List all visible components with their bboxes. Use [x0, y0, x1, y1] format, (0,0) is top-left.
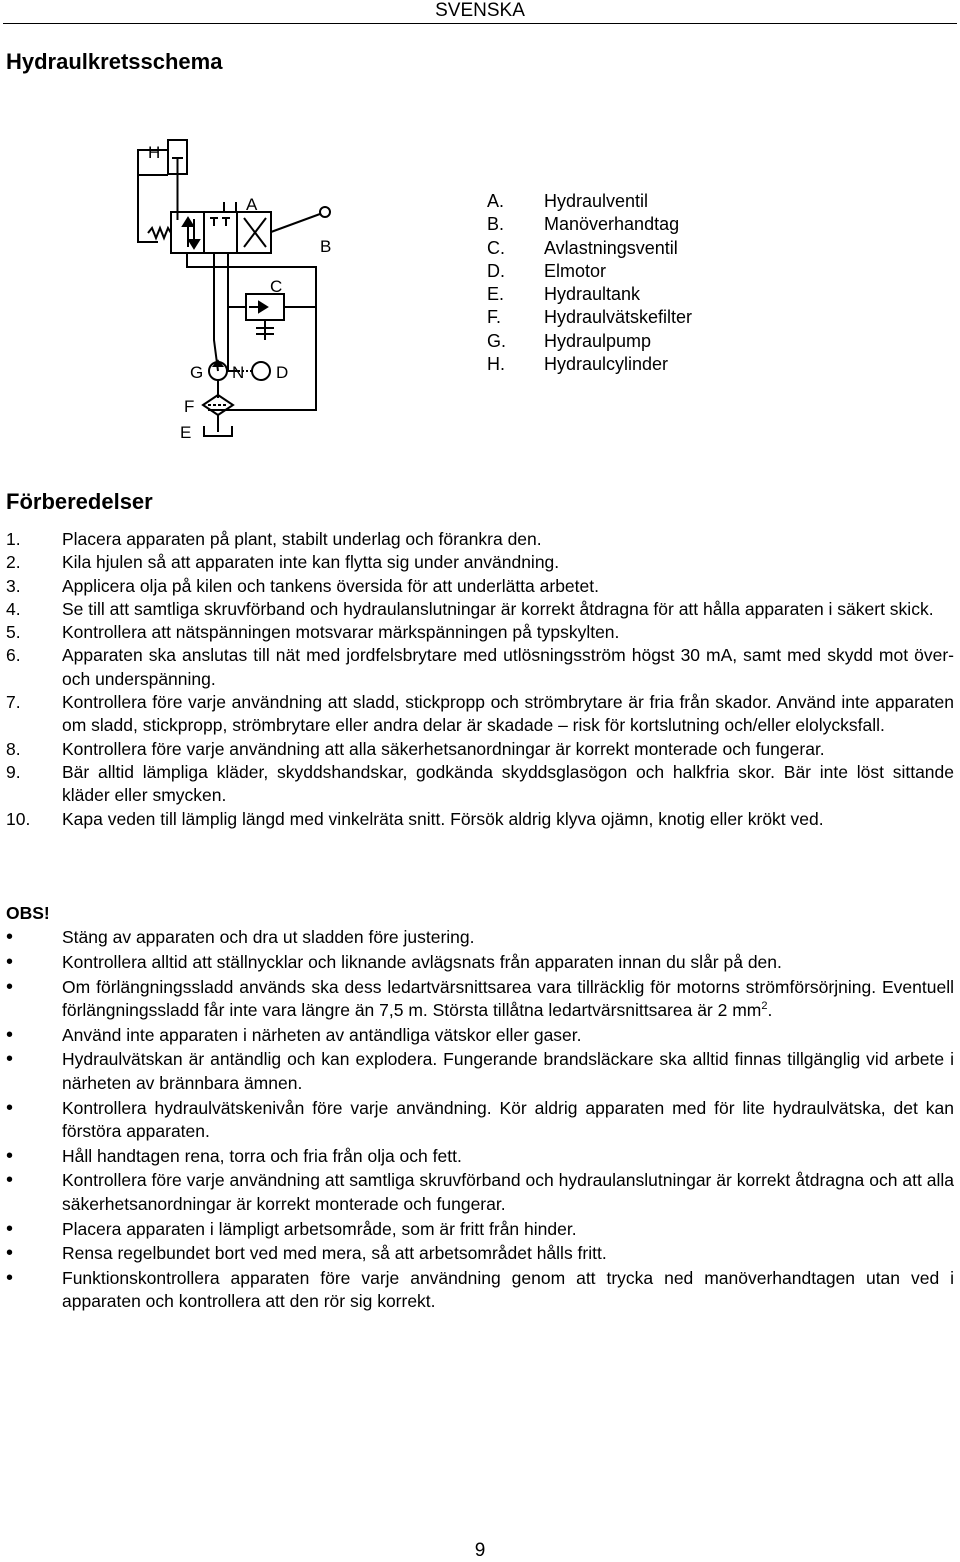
list-item-text: Kontrollera före varje användning att alla säkerhetsanordningar är korrekt monterade och fungerar.	[62, 738, 825, 759]
bullet-text: Om förlängningssladd används ska dess ledartvärsnittsarea vara tillräcklig för motorns strömförsörjning. Eventuell förlängningssladd får inte vara längre än 7,5 m. Största tillåtna ledartvärsnittsarea är 2 mm	[62, 976, 954, 1020]
bullet-icon: •	[6, 1048, 14, 1071]
hydraulic-circuit-diagram	[128, 130, 348, 442]
bullet-item	[6, 1169, 954, 1216]
legend-key: F.	[487, 307, 502, 328]
list-item	[6, 575, 954, 598]
bullet-text: Kontrollera alltid att ställnycklar och liknande avlägsnats från apparaten innan du slår på den.	[62, 951, 782, 972]
legend-value: Elmotor	[544, 260, 607, 281]
bullet-item	[6, 1024, 954, 1047]
bullet-text-after: .	[767, 999, 773, 1020]
section-title-preparations: Förberedelser	[6, 489, 153, 514]
list-item	[6, 738, 954, 761]
motor-d-symbol	[252, 362, 270, 380]
bullet-item	[6, 976, 954, 1023]
diagram-label-g: G	[190, 363, 204, 382]
bullet-superscript: 2	[761, 999, 768, 1012]
bullet-icon: •	[6, 1217, 14, 1240]
list-item-text: Se till att samtliga skruvförband och hydraulanslutningar är korrekt åtdragna för att hålla apparaten i säkert skick.	[62, 598, 934, 619]
bullet-text: Placera apparaten i lämpligt arbetsområde, som är fritt från hinder.	[62, 1218, 577, 1239]
diagram-label-c: C	[270, 277, 283, 296]
legend-key: B.	[487, 214, 505, 235]
bullet-icon: •	[6, 1267, 14, 1290]
bullet-text: Rensa regelbundet bort ved med mera, så att arbetsområdet hålls fritt.	[62, 1243, 607, 1264]
list-item-number: 8.	[6, 738, 21, 759]
bullet-item	[6, 926, 954, 949]
relief-valve-c-symbol	[246, 294, 284, 340]
legend-key: A.	[487, 191, 505, 211]
bullet-icon: •	[6, 926, 14, 948]
legend-value: Hydraulcylinder	[544, 354, 669, 375]
diagram-label-d: D	[276, 363, 289, 382]
list-item	[6, 808, 954, 831]
list-item-text: Apparaten ska anslutas till nät med jordfelsbrytare med utlösningsström högst 30 mA, samt med skydd mot över- och underspänning.	[62, 645, 954, 689]
legend-value: Hydraulpump	[544, 330, 652, 351]
list-item-text: Kila hjulen så att apparaten inte kan flytta sig under användning.	[62, 552, 560, 573]
list-item-text: Placera apparaten på plant, stabilt underlag och förankra den.	[62, 529, 542, 549]
list-item-number: 2.	[6, 552, 21, 573]
bullet-icon: •	[6, 1023, 14, 1046]
list-item	[6, 598, 954, 621]
list-item	[6, 621, 954, 644]
bullet-item	[6, 1097, 954, 1144]
legend-value: Avlastningsventil	[544, 237, 678, 258]
diagram-label-a: A	[246, 195, 258, 214]
handle-b-symbol	[271, 207, 330, 232]
diagram-label-h: H	[148, 143, 161, 162]
list-item	[6, 691, 954, 738]
diagram-label-f: F	[184, 397, 195, 416]
diagram-label-e: E	[180, 423, 192, 442]
list-item-number: 4.	[6, 598, 21, 619]
section-title-hydraulic-schema: Hydraulkretsschema	[6, 49, 223, 74]
bullet-text: Håll handtagen rena, torra och fria från olja och fett.	[62, 1145, 462, 1166]
list-item-number: 3.	[6, 575, 21, 596]
bullet-item	[6, 1218, 954, 1241]
list-item-text: Kontrollera före varje användning att sladd, stickpropp och strömbrytare är fria från skador. Använd inte apparaten om sladd, stickpropp, strömbrytare eller andra delar är skadade – risk för kortslutning och/eller elolycksfall.	[62, 692, 954, 736]
list-item-number: 5.	[6, 622, 21, 643]
page-number: 9	[474, 1540, 486, 1561]
bullet-text: Kontrollera före varje användning att samtliga skruvförband och hydraulanslutningar är korrekt åtdragna och att alla säkerhetsanordningar är korrekt monterade och fungerar.	[62, 1170, 954, 1214]
legend-key: G.	[487, 330, 507, 351]
legend-value: Manöverhandtag	[544, 214, 680, 235]
list-item-number: 10.	[6, 808, 31, 829]
legend-key: E.	[487, 284, 505, 305]
legend-value: Hydraulventil	[544, 191, 649, 211]
diagram-label-b: B	[320, 237, 332, 256]
bullet-item	[6, 951, 954, 974]
bullet-icon: •	[6, 1242, 14, 1265]
obs-list	[6, 926, 954, 1315]
cylinder-h-symbol	[168, 140, 187, 220]
bullet-text: Använd inte apparaten i närheten av antändliga vätskor eller gaser.	[62, 1024, 582, 1045]
bullet-text: Kontrollera hydraulvätskenivån före varje användning. Kör aldrig apparaten med för lite hydraulvätska, det kan förstöra apparaten.	[62, 1097, 954, 1141]
bullet-icon: •	[6, 975, 14, 998]
legend-value: Hydraulvätskefilter	[544, 307, 693, 328]
bullet-icon: •	[6, 1144, 14, 1167]
header-divider	[3, 23, 957, 24]
list-item	[6, 644, 954, 691]
list-item-text: Bär alltid lämpliga kläder, skyddshandskar, godkända skyddsglasögon och halkfria skor. Bär inte löst sittande kläder eller smycken.	[62, 761, 954, 806]
bullet-item	[6, 1267, 954, 1314]
pipe-pump	[214, 253, 218, 371]
obs-label: OBS!	[6, 903, 50, 923]
pipe-pressure	[187, 253, 316, 410]
list-item-number: 6.	[6, 645, 21, 666]
list-item	[6, 551, 954, 574]
list-item-text: Kontrollera att nätspänningen motsvarar märkspänningen på typskylten.	[62, 622, 620, 643]
preparations-list	[6, 528, 954, 831]
bullet-icon: •	[6, 1096, 14, 1119]
bullet-item	[6, 1145, 954, 1168]
bullet-text: Hydraulvätskan är antändlig och kan explodera. Fungerande brandsläckare ska alltid finnas tillgänglig vid arbete i närheten av brännbara ämnen.	[62, 1049, 954, 1093]
bullet-icon: •	[6, 1169, 14, 1192]
bullet-item	[6, 1048, 954, 1095]
list-item-number: 1.	[6, 529, 21, 549]
legend-key: H.	[487, 354, 505, 375]
list-item-text: Kapa veden till lämplig längd med vinkelräta snitt. Försök aldrig klyva ojämn, knotig eller krökt ved.	[62, 808, 824, 829]
list-item	[6, 761, 954, 808]
list-item-number: 7.	[6, 692, 21, 713]
bullet-item	[6, 1242, 954, 1265]
bullet-text: Funktionskontrollera apparaten före varje användning genom att trycka ned manöverhandtagen utan ved i apparaten och kontrollera att den rör sig korrekt.	[62, 1268, 954, 1312]
list-item	[6, 528, 954, 551]
legend-value: Hydraultank	[544, 284, 641, 305]
list-item-number: 9.	[6, 761, 21, 782]
list-item-text: Applicera olja på kilen och tankens översida för att underlätta arbetet.	[62, 575, 599, 596]
legend-key: D.	[487, 260, 505, 281]
bullet-icon: •	[6, 950, 14, 973]
bullet-text: Stäng av apparaten och dra ut sladden före justering.	[62, 927, 475, 947]
legend-key: C.	[487, 237, 505, 258]
header-language: SVENSKA	[435, 0, 525, 21]
diagram-label-n: N	[232, 363, 245, 382]
